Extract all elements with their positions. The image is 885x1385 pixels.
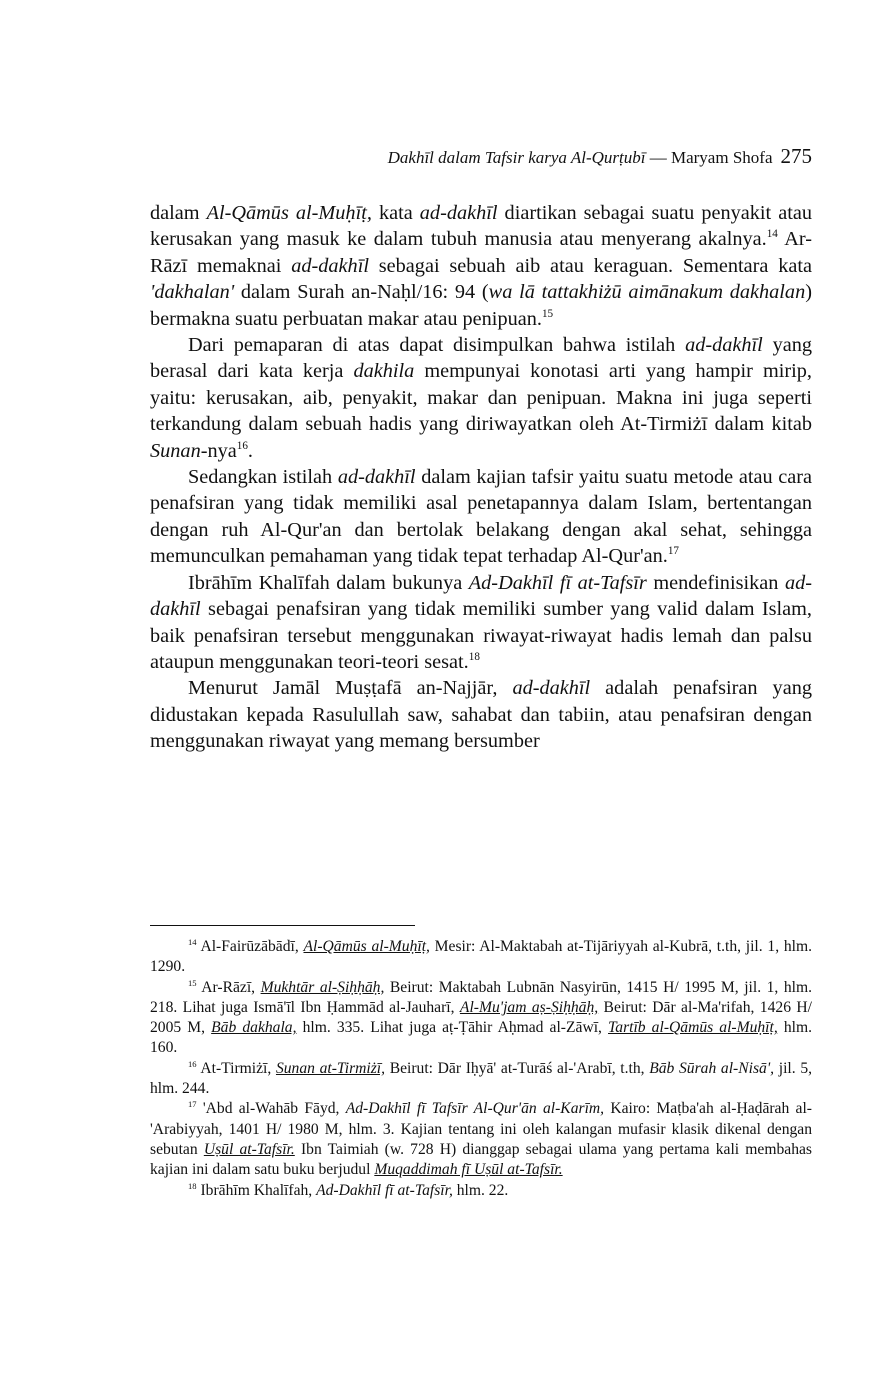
italic-term: ad-dakhīl: [150, 571, 812, 621]
footnote-18: [150, 1181, 812, 1201]
text-run: Mesir: Al-Maktabah at-Tijāriyyah al-Kubrā, t.th, jil. 1, hlm. 1290.: [150, 938, 812, 976]
text-run: Beirut: Dār Iḥyā' at-Turāś al-'Arabī, t.th,: [385, 1059, 650, 1077]
text-run: Ar-Rāzī,: [196, 978, 261, 996]
cited-title: Al-Qāmūs al-Muḥīṭ,: [303, 938, 430, 955]
footnote-ref: 16: [188, 1058, 197, 1069]
text-run: dalam: [150, 202, 207, 224]
italic-term: Al-Qāmūs al-Muḥīṭ,: [206, 202, 372, 224]
text-run: jil. 5, hlm. 244.: [150, 1059, 813, 1098]
text-run: Ibn Taimiah (w. 728 H) dianggap sebagai ulama yang pertama kali membahas kajian ini dalam satu buku berjudul: [150, 1140, 812, 1179]
footnote-ref: 18: [188, 1180, 197, 1191]
text-run: yang berasal dari kata kerja: [150, 334, 812, 383]
paragraph: [150, 200, 812, 332]
text-run: hlm. 335. Lihat juga aṭ-Ṭāhir Aḥmad al-Zāwī,: [296, 1019, 609, 1037]
text-run: Ar-Rāzī memaknai: [150, 228, 813, 277]
header-separator: —: [645, 148, 671, 167]
text-run: Menurut Jamāl Muṣṭafā an-Najjār,: [188, 677, 513, 700]
text-run: hlm. 160.: [150, 1019, 812, 1057]
footnote-16: [150, 1059, 812, 1100]
text-run: Al-Fairūzābādī,: [196, 938, 304, 955]
text-run: diartikan sebagai suatu penyakit atau kerusakan yang masuk ke dalam tubuh manusia atau menyerang akalnya.: [150, 202, 813, 251]
running-title: Dakhīl dalam Tafsir karya Al-Qurṭubī: [387, 148, 646, 167]
text-run: .: [247, 439, 253, 462]
text-run: mempunyai konotasi arti yang hampir mirip, yaitu: kerusakan, aib, penyakit, makar dan penipuan. Makna ini juga seperti terkandung dalam sebuah hadis yang diriwayatkan oleh At-Tirmiżī dalam kitab: [150, 360, 812, 436]
footnote-15: [150, 978, 812, 1059]
text-run: Ibrāhīm Khalīfah,: [196, 1181, 317, 1199]
text-run: Sedangkan istilah: [188, 466, 338, 489]
body-text: [150, 200, 812, 755]
text-run: hlm. 22.: [452, 1181, 509, 1199]
italic-term: 'dakhalan': [150, 281, 235, 304]
italic-term: dakhila: [353, 360, 415, 383]
italic-term: ad-dakhīl: [337, 466, 416, 489]
running-author: Maryam Shofa: [670, 148, 773, 167]
footnote-ref: 17: [188, 1099, 197, 1110]
text-run: 'Abd al-Wahāb Fāyd,: [196, 1100, 346, 1118]
text-run: Kairo: Maṭba'ah al-Ḥaḍārah al-'Arabiyyah, 1401 H/ 1980 M, hlm. 3. Kajian tentang ini oleh kalangan mufasir klasik dikenal dengan sebutan: [150, 1100, 812, 1158]
text-run: Beirut: Maktabah Lubnān Nasyirūn, 1415 H/ 1995 M, jil. 1, hlm. 218. Lihat juga Ismā'īl Ibn Ḥammād al-Jauharī,: [150, 978, 813, 1016]
italic-term: Sunan: [150, 439, 201, 462]
text-run: adalah penafsiran yang didustakan kepada Rasulullah saw, sahabat dan tabiin, atau penafsiran dengan menggunakan riwayat yang memang bersumber: [150, 677, 812, 753]
italic-term: wa lā tattakhiżū aimānakum dakhalan: [488, 281, 806, 304]
text-run: mendefinisikan: [646, 571, 785, 594]
cited-title: Bāb dakhala,: [211, 1019, 297, 1037]
text-run: At-Tirmiżī,: [196, 1059, 276, 1077]
text-run: dalam kajian tafsir yaitu suatu metode atau cara penafsiran yang tidak memiliki asal penetapannya dalam Islam, bertentangan dengan ruh Al-Qur'an dan bertolak belakang dengan akal sehat, sehingga memunculkan pemahaman yang tidak tepat terhadap Al-Qur'an.: [150, 466, 812, 568]
cited-title: Muqaddimah fī Uṣūl at-Tafsīr.: [374, 1161, 563, 1179]
footnote-ref: 17: [667, 545, 679, 558]
running-header: [150, 142, 812, 172]
footnote-ref: 15: [541, 307, 554, 320]
text-run: Ibrāhīm Khalīfah dalam bukunya: [188, 571, 469, 594]
italic-term: ad-dakhīl: [512, 677, 591, 700]
footnote-14: [150, 937, 812, 978]
footnote-ref: 15: [188, 977, 197, 988]
cited-title: Uṣūl at-Tafsīr.: [203, 1140, 295, 1158]
italic-term: Bāb Sūrah al-Nisā',: [649, 1059, 775, 1077]
italic-term: ad-dakhīl: [685, 334, 763, 357]
page-number: 275: [780, 144, 812, 168]
text-run: Beirut: Dār al-Ma'rifah, 1426 H/ 2005 M,: [150, 998, 812, 1037]
cited-title: Tartīb al-Qāmūs al-Muḥīṭ,: [608, 1019, 778, 1037]
italic-term: Ad-Dakhīl fī at-Tafsīr,: [316, 1181, 453, 1199]
text-run: -nya: [200, 439, 237, 462]
italic-term: Ad-Dakhīl fī Tafsīr Al-Qur'ān al-Karīm,: [345, 1100, 605, 1118]
text-run: sebagai sebuah aib atau keraguan. Sementara kata: [368, 254, 812, 277]
italic-term: Ad-Dakhīl fī at-Tafsīr: [468, 571, 647, 594]
paragraph: [150, 464, 812, 570]
paragraph: [150, 570, 812, 676]
text-run: dalam Surah an-Naḥl/16: 94 (: [234, 281, 489, 304]
italic-term: ad-dakhīl: [419, 202, 498, 224]
italic-term: ad-dakhīl: [291, 254, 369, 277]
footnote-ref: 18: [468, 651, 480, 664]
footnotes: [150, 937, 812, 1201]
text-run: Dari pemaparan di atas dapat disimpulkan bahwa istilah: [188, 334, 686, 357]
cited-title: Al-Mu'jam aṣ-Ṣiḥḥāḥ,: [459, 998, 599, 1016]
paragraph: [150, 675, 812, 754]
footnote-separator: [150, 925, 415, 926]
cited-title: Mukhtār al-Ṣiḥḥāḥ,: [260, 978, 385, 996]
footnote-ref: 16: [236, 439, 248, 452]
paragraph: [150, 332, 812, 464]
text-run: ) bermakna suatu perbuatan makar atau penipuan.: [150, 281, 812, 330]
footnote-ref: 14: [766, 228, 778, 241]
footnote-ref: 14: [188, 936, 197, 947]
text-run: sebagai penafsiran yang tidak memiliki sumber yang valid dalam Islam, baik penafsiran tersebut menggunakan riwayat-riwayat hadis lemah dan palsu ataupun menggunakan teori-teori sesat.: [150, 598, 812, 673]
cited-title: Sunan at-Tirmiżī,: [275, 1059, 386, 1077]
text-run: kata: [371, 202, 420, 224]
footnote-17: [150, 1099, 812, 1180]
